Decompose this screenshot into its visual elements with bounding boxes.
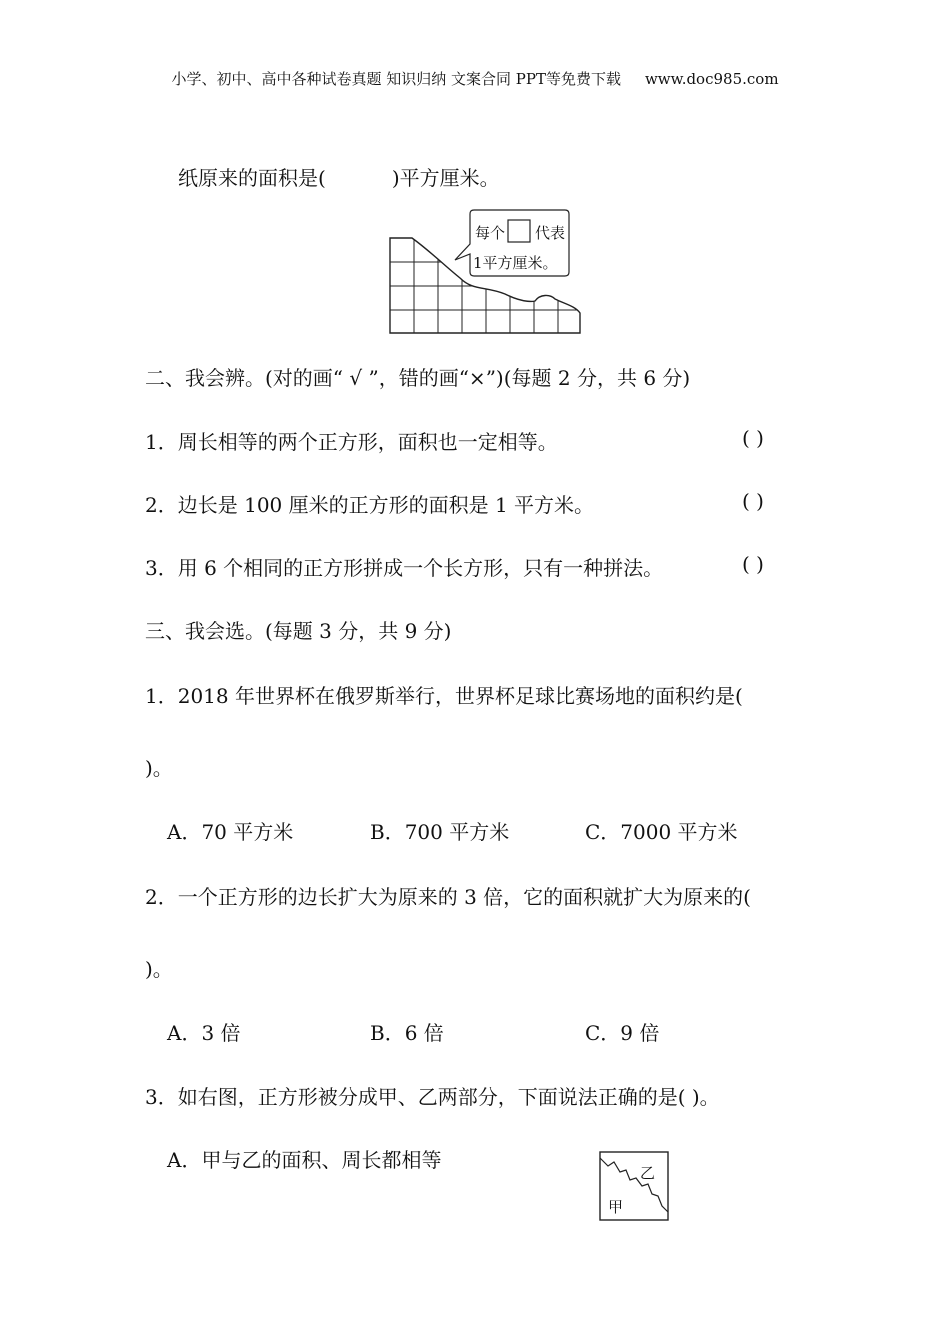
label-jia: 甲: [608, 1198, 624, 1216]
choice-q1-end: )。: [145, 756, 173, 780]
choice-q1-text: 1．2018 年世界杯在俄罗斯举行，世界杯足球比赛场地的面积约是(: [145, 684, 743, 708]
judge-item-1: [145, 426, 558, 455]
judge-item-num: 3．: [145, 556, 178, 580]
bubble-text-represents: 代表: [535, 224, 566, 242]
choice-q2-end: )。: [145, 957, 173, 981]
bubble-text-unit: 1平方厘米。: [473, 254, 558, 272]
grid-figure-svg: [385, 206, 585, 336]
choice-q3-text: 3．如右图，正方形被分成甲、乙两部分，下面说法正确的是( )。: [145, 1085, 720, 1109]
choice-q1-option-c[interactable]: C．7000 平方米: [585, 820, 738, 844]
q-prev-before: 纸原来的面积是(: [178, 166, 326, 190]
judge-item-text: 周长相等的两个正方形，面积也一定相等。: [177, 430, 558, 454]
judge-answer-paren[interactable]: ( ): [742, 426, 764, 450]
section2-title: 二、我会辨。(对的画“ √ ”，错的画“×”)(每题 2 分，共 6 分): [145, 366, 691, 390]
choice-q1-option-b[interactable]: B．700 平方米: [370, 820, 510, 844]
choice-q2-option-c[interactable]: C．9 倍: [585, 1021, 660, 1045]
choice-q3-option-a[interactable]: A．甲与乙的面积、周长都相等: [167, 1148, 442, 1172]
page-header: [0, 68, 950, 89]
header-site-text: 小学、初中、高中各种试卷真题 知识归纳 文案合同 PPT等免费下载: [171, 70, 621, 88]
choice-q2-text: 2．一个正方形的边长扩大为原来的 3 倍，它的面积就扩大为原来的(: [145, 885, 751, 909]
choice-q2-option-b[interactable]: B．6 倍: [370, 1021, 444, 1045]
judge-answer-paren[interactable]: ( ): [742, 552, 764, 576]
label-yi: 乙: [640, 1164, 656, 1182]
q-prev-after: )平方厘米。: [391, 166, 500, 190]
header-url: www.doc985.com: [644, 70, 779, 88]
q-prev-line: [178, 162, 500, 191]
judge-item-text: 用 6 个相同的正方形拼成一个长方形，只有一种拼法。: [177, 556, 664, 580]
square-split-svg: [598, 1150, 672, 1224]
judge-item-num: 2．: [145, 493, 178, 517]
judge-item-num: 1．: [145, 430, 178, 454]
choice-q2-option-a[interactable]: A．3 倍: [167, 1021, 241, 1045]
judge-item-text: 边长是 100 厘米的正方形的面积是 1 平方米。: [177, 493, 595, 517]
bubble-text-each: 每个: [475, 224, 506, 242]
section3-title: 三、我会选。(每题 3 分，共 9 分): [145, 619, 452, 643]
judge-answer-paren[interactable]: ( ): [742, 489, 764, 513]
square-split-figure: [598, 1150, 672, 1224]
judge-item-3: [145, 552, 663, 581]
judge-item-2: [145, 489, 594, 518]
choice-q1-option-a[interactable]: A．70 平方米: [167, 820, 294, 844]
grid-figure: [385, 206, 585, 336]
